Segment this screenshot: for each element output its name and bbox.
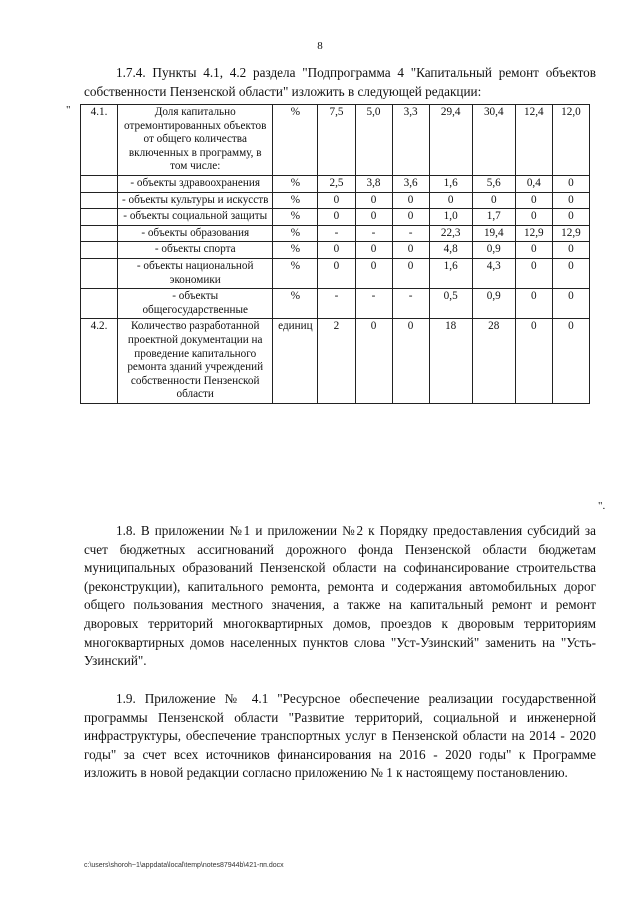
value-cell: 2 [318,319,355,404]
closing-quote: ". [598,500,606,512]
value-cell: 3,3 [392,105,429,176]
row-number-cell [81,225,118,242]
table-row [81,242,590,259]
value-cell: - [355,225,392,242]
unit-cell: % [273,105,318,176]
value-cell: 0 [392,192,429,209]
value-cell: 0,4 [515,175,552,192]
indicators-table [80,104,590,404]
unit-cell: % [273,258,318,288]
page-number: 8 [317,40,323,52]
value-cell: 0 [355,319,392,404]
value-cell: 0 [515,242,552,259]
paragraph-1-9: 1.9. Приложение № 4.1 "Ресурсное обеспечение реализации государственной программы Пензенской области "Развитие территорий, социальной и инженерной инфраструктуры, обеспечение транспортных услуг в Пензенской области на 2014 - 2020 годы" за счет всех источников финансирования на 2016 - 2020 годы" к Программе изложить в новой редакции согласно приложению № 1 к настоящему постановлению. [84,691,596,781]
value-cell: 3,8 [355,175,392,192]
value-cell: - [318,289,355,319]
row-number-cell: 4.2. [81,319,118,404]
value-cell: - [392,289,429,319]
row-number-cell [81,192,118,209]
unit-cell: % [273,192,318,209]
value-cell: 4,8 [429,242,472,259]
value-cell: 0 [552,209,589,226]
value-cell: 19,4 [472,225,515,242]
value-cell: 0 [355,242,392,259]
value-cell: 0 [355,192,392,209]
unit-cell: % [273,289,318,319]
row-number-cell: 4.1. [81,105,118,176]
unit-cell: единиц [273,319,318,404]
table-row [81,319,590,404]
value-cell: 4,3 [472,258,515,288]
value-cell: 7,5 [318,105,355,176]
table-row [81,105,590,176]
value-cell: 5,6 [472,175,515,192]
value-cell: 0 [355,258,392,288]
table-row [81,209,590,226]
value-cell: 0 [552,175,589,192]
value-cell: 0 [552,289,589,319]
table-row [81,175,590,192]
value-cell: 0 [515,319,552,404]
table-row [81,192,590,209]
value-cell: 22,3 [429,225,472,242]
indicator-name-cell: - объекты национальной экономики [118,258,273,288]
value-cell: 0,9 [472,242,515,259]
paragraph-1-7-4: 1.7.4. Пункты 4.1, 4.2 раздела "Подпрограмма 4 "Капитальный ремонт объектов собственности Пензенской области" изложить в следующей редакции: [84,65,596,99]
unit-cell: % [273,175,318,192]
value-cell: 0 [318,192,355,209]
value-cell: 0 [515,258,552,288]
value-cell: 1,6 [429,175,472,192]
value-cell: 12,9 [515,225,552,242]
value-cell: 1,7 [472,209,515,226]
indicator-name-cell: - объекты здравоохранения [118,175,273,192]
value-cell: 0 [392,242,429,259]
value-cell: 0 [355,209,392,226]
opening-quote: " [66,104,71,116]
row-number-cell [81,258,118,288]
value-cell: - [318,225,355,242]
table-row [81,225,590,242]
paragraph-1-8: 1.8. В приложении №1 и приложении №2 к Порядку предоставления субсидий за счет бюджетных ассигнований дорожного фонда Пензенской области бюджетам муниципальных образований Пензенской области на софинансирование строительства (реконструкции), капитального ремонта, ремонта и содержания автомобильных дорог общего пользования местного значения, а также на капитальный ремонт и ремонт дворовых территорий многоквартирных домов, проездов к дворовым территориям многоквартирных домов населенных пунктов слова "Уст-Узинский" заменить на "Усть-Узинский". [84,523,596,669]
value-cell: 0 [472,192,515,209]
value-cell: - [392,225,429,242]
value-cell: 0 [429,192,472,209]
value-cell: 0 [515,289,552,319]
row-number-cell [81,242,118,259]
indicator-name-cell: - объекты образования [118,225,273,242]
value-cell: 0 [552,319,589,404]
value-cell: 5,0 [355,105,392,176]
row-number-cell [81,209,118,226]
value-cell: 2,5 [318,175,355,192]
value-cell: - [355,289,392,319]
indicator-name-cell: - объекты общегосударственные [118,289,273,319]
value-cell: 0 [392,258,429,288]
value-cell: 0 [552,242,589,259]
value-cell: 1,6 [429,258,472,288]
indicator-name-cell: - объекты спорта [118,242,273,259]
unit-cell: % [273,242,318,259]
value-cell: 30,4 [472,105,515,176]
value-cell: 0 [392,319,429,404]
file-path-footer: c:\users\shoroh~1\appdata\local\temp\notes87944b\421-пп.docx [84,862,284,869]
value-cell: 0,9 [472,289,515,319]
value-cell: 0,5 [429,289,472,319]
value-cell: 3,6 [392,175,429,192]
value-cell: 0 [318,209,355,226]
indicator-name-cell: Доля капитально отремонтированных объектов от общего количества включенных в программу, в том числе: [118,105,273,176]
indicator-name-cell: - объекты культуры и искусств [118,192,273,209]
value-cell: 12,9 [552,225,589,242]
table-row [81,289,590,319]
indicator-name-cell: - объекты социальной защиты [118,209,273,226]
value-cell: 0 [515,192,552,209]
row-number-cell [81,175,118,192]
unit-cell: % [273,209,318,226]
value-cell: 0 [318,242,355,259]
value-cell: 29,4 [429,105,472,176]
value-cell: 0 [392,209,429,226]
value-cell: 12,4 [515,105,552,176]
indicator-name-cell: Количество разработанной проектной документации на проведение капитального ремонта зданий учреждений собственности Пензенской области [118,319,273,404]
value-cell: 28 [472,319,515,404]
value-cell: 1,0 [429,209,472,226]
value-cell: 0 [318,258,355,288]
value-cell: 0 [515,209,552,226]
value-cell: 18 [429,319,472,404]
unit-cell: % [273,225,318,242]
value-cell: 0 [552,258,589,288]
value-cell: 12,0 [552,105,589,176]
value-cell: 0 [552,192,589,209]
table-row [81,258,590,288]
row-number-cell [81,289,118,319]
